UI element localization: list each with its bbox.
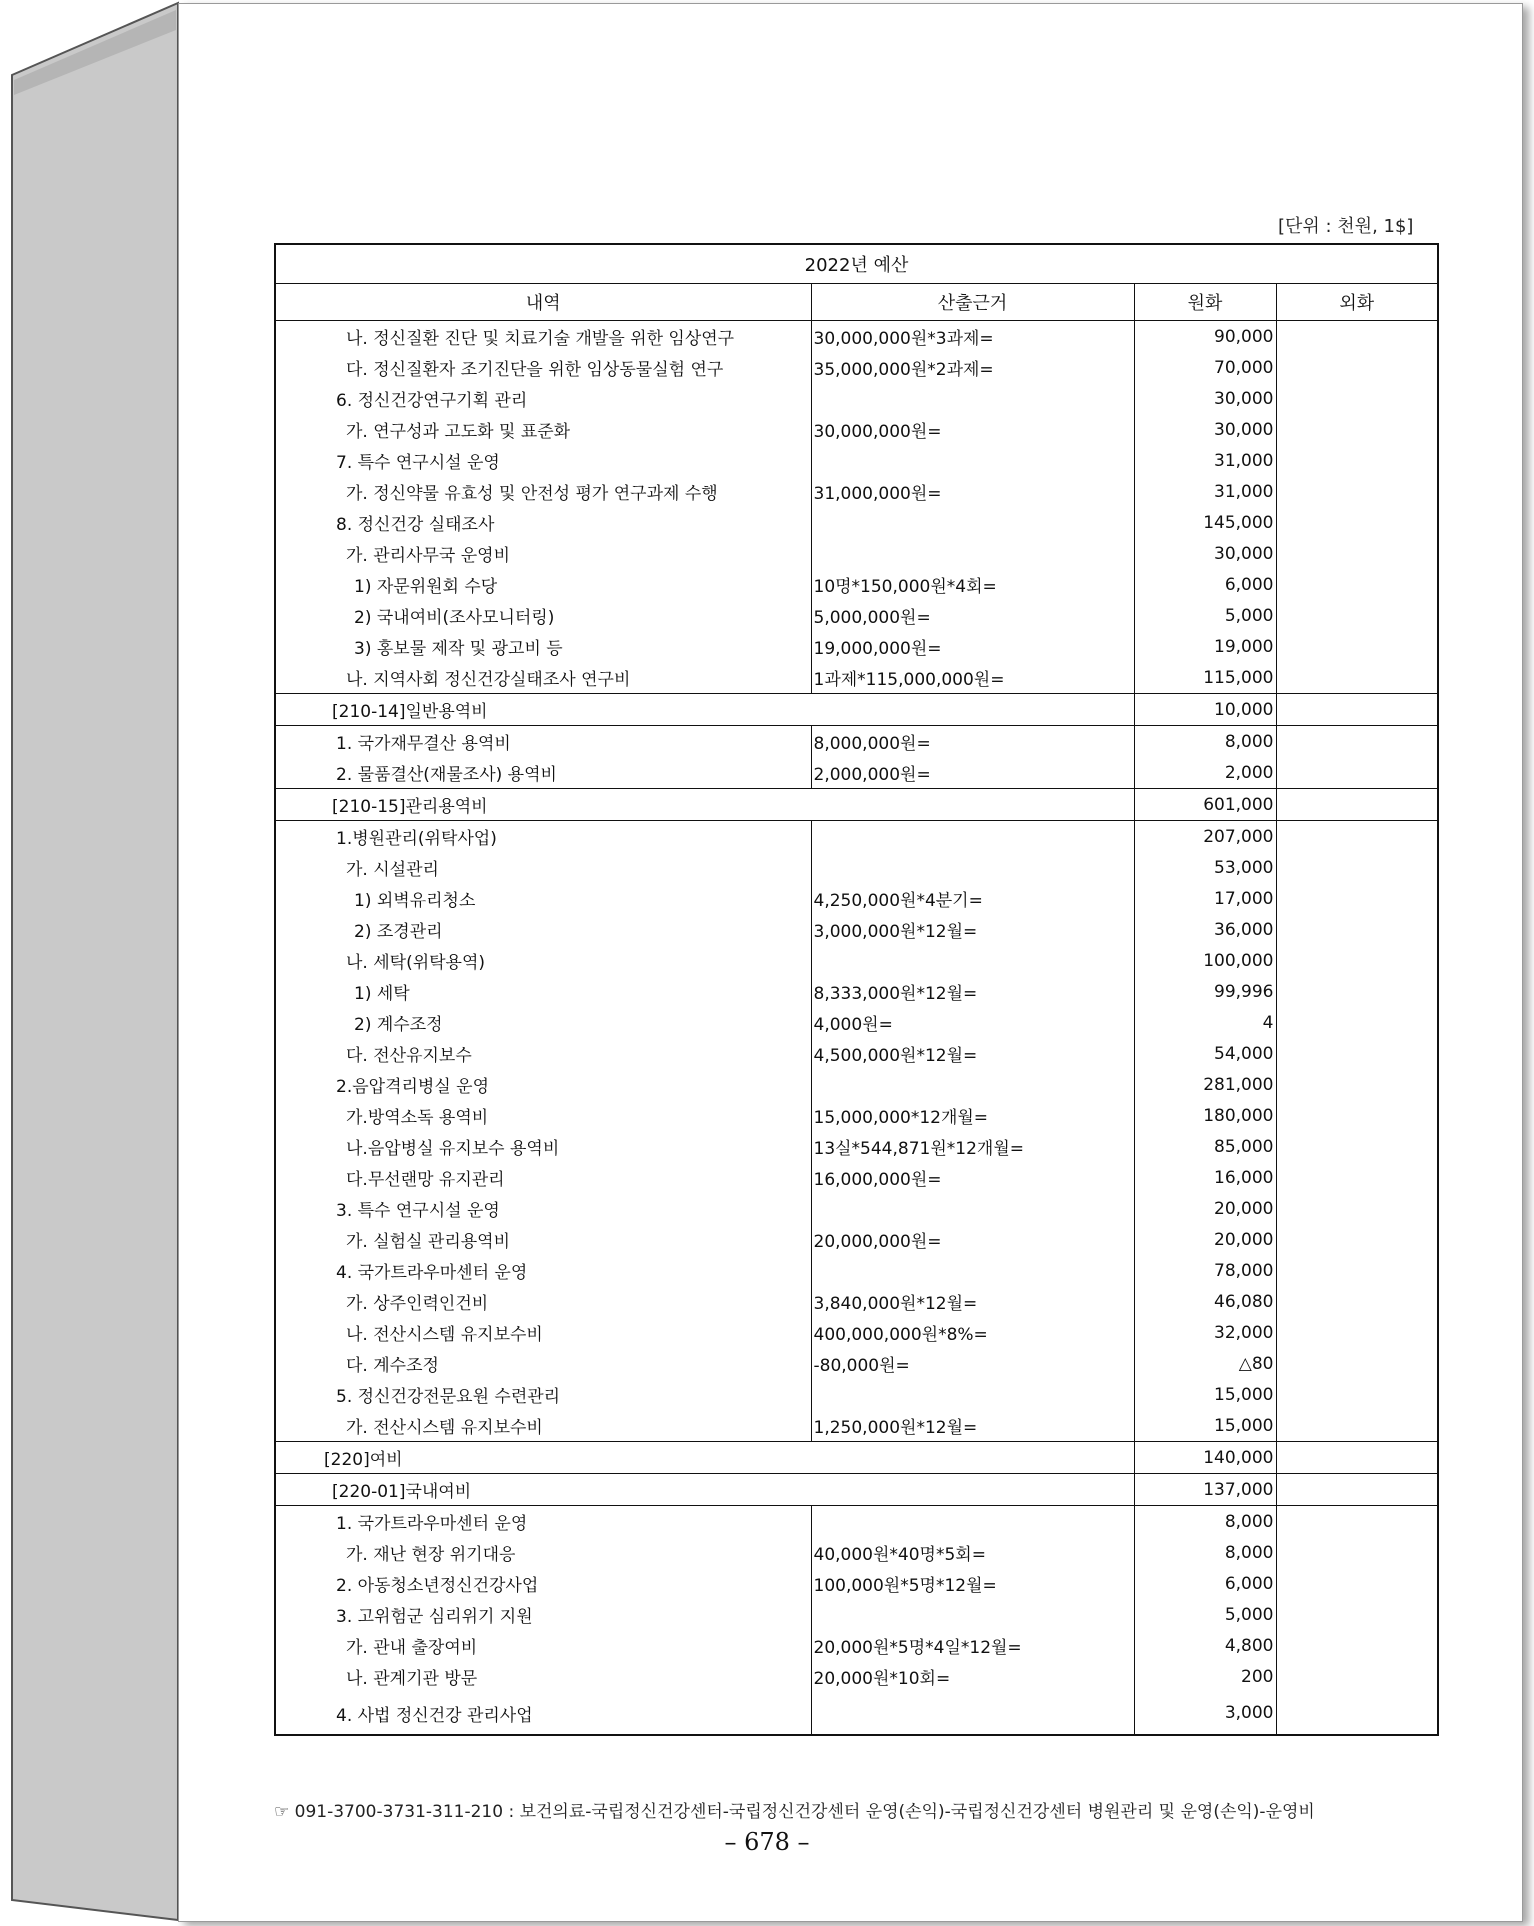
krw-cell: 207,000 — [1134, 821, 1276, 853]
item-cell: 6. 정신건강연구기획 관리 — [336, 391, 528, 411]
fx-cell — [1276, 569, 1438, 600]
table-row — [275, 945, 1438, 976]
table-row — [275, 1537, 1438, 1568]
basis-cell — [811, 507, 1134, 538]
table-row — [275, 445, 1438, 476]
fx-cell — [1276, 1131, 1438, 1162]
table-row — [275, 476, 1438, 507]
table-row — [275, 321, 1438, 353]
item-cell: 1) 외벽유리청소 — [354, 891, 476, 911]
basis-cell: -80,000원= — [811, 1348, 1134, 1379]
basis-cell: 1,250,000원*12월= — [811, 1410, 1134, 1442]
krw-cell: 6,000 — [1134, 569, 1276, 600]
krw-cell: 53,000 — [1134, 852, 1276, 883]
table-row — [275, 1661, 1438, 1692]
table-row — [275, 1506, 1438, 1538]
fx-cell — [1276, 1069, 1438, 1100]
fx-cell — [1276, 1255, 1438, 1286]
item-cell: [210-14]일반용역비 — [275, 694, 1134, 726]
table-row — [275, 821, 1438, 853]
basis-cell: 100,000원*5명*12월= — [811, 1568, 1134, 1599]
krw-cell: 31,000 — [1134, 445, 1276, 476]
basis-cell — [811, 1255, 1134, 1286]
table-row — [275, 662, 1438, 694]
krw-cell: 180,000 — [1134, 1100, 1276, 1131]
fx-cell — [1276, 694, 1438, 726]
krw-cell: 115,000 — [1134, 662, 1276, 694]
budget-table — [274, 243, 1439, 1736]
krw-cell: 99,996 — [1134, 976, 1276, 1007]
basis-cell: 8,333,000원*12월= — [811, 976, 1134, 1007]
basis-cell: 2,000,000원= — [811, 757, 1134, 789]
table-row — [275, 1442, 1438, 1474]
item-cell: 나. 관계기관 방문 — [346, 1669, 478, 1689]
item-cell: 다. 계수조정 — [346, 1356, 439, 1376]
basis-cell: 13실*544,871원*12개월= — [811, 1131, 1134, 1162]
item-cell: 나. 지역사회 정신건강실태조사 연구비 — [346, 670, 631, 690]
table-row — [275, 1317, 1438, 1348]
item-cell: 3. 특수 연구시설 운영 — [336, 1201, 500, 1221]
basis-cell: 30,000,000원= — [811, 414, 1134, 445]
item-cell: 가. 정신약물 유효성 및 안전성 평가 연구과제 수행 — [346, 484, 718, 504]
basis-cell: 20,000,000원= — [811, 1224, 1134, 1255]
item-cell: 1) 자문위원회 수당 — [354, 577, 498, 597]
table-row — [275, 976, 1438, 1007]
krw-cell: 8,000 — [1134, 726, 1276, 758]
table-row — [275, 726, 1438, 758]
fx-cell — [1276, 1224, 1438, 1255]
fx-cell — [1276, 914, 1438, 945]
item-cell: 나. 전산시스템 유지보수비 — [346, 1325, 543, 1345]
krw-cell: 70,000 — [1134, 352, 1276, 383]
krw-cell: 137,000 — [1134, 1474, 1276, 1506]
item-cell: 2) 조경관리 — [354, 922, 443, 942]
fx-cell — [1276, 1630, 1438, 1661]
page-number: – 678 – — [724, 1828, 810, 1856]
fx-cell — [1276, 538, 1438, 569]
basis-cell — [811, 1069, 1134, 1100]
table-row — [275, 1599, 1438, 1630]
item-cell: 3. 고위험군 심리위기 지원 — [336, 1607, 533, 1627]
fx-cell — [1276, 1007, 1438, 1038]
item-cell: 3) 홍보물 제작 및 광고비 등 — [354, 639, 563, 659]
item-cell: 1. 국가트라우마센터 운영 — [275, 1506, 811, 1538]
fx-cell — [1276, 821, 1438, 853]
basis-cell — [811, 1692, 1134, 1735]
basis-cell — [811, 1193, 1134, 1224]
basis-cell: 8,000,000원= — [811, 726, 1134, 758]
table-row — [275, 694, 1438, 726]
fx-cell — [1276, 1410, 1438, 1442]
table-row — [275, 507, 1438, 538]
basis-cell: 4,000원= — [811, 1007, 1134, 1038]
table-row — [275, 883, 1438, 914]
item-cell: 나.음압병실 유지보수 용역비 — [346, 1139, 560, 1159]
item-cell: 2.음압격리병실 운영 — [336, 1077, 489, 1097]
fx-cell — [1276, 1317, 1438, 1348]
table-row — [275, 757, 1438, 789]
krw-cell: 5,000 — [1134, 600, 1276, 631]
krw-cell: 15,000 — [1134, 1379, 1276, 1410]
basis-cell: 20,000원*10회= — [811, 1661, 1134, 1692]
krw-cell: 200 — [1134, 1661, 1276, 1692]
krw-cell: 32,000 — [1134, 1317, 1276, 1348]
table-row — [275, 1379, 1438, 1410]
table-row — [275, 352, 1438, 383]
item-cell: 다.무선랜망 유지관리 — [346, 1170, 505, 1190]
item-cell: 다. 정신질환자 조기진단을 위한 임상동물실험 연구 — [346, 360, 724, 380]
krw-cell: 30,000 — [1134, 538, 1276, 569]
fx-cell — [1276, 852, 1438, 883]
table-row — [275, 1100, 1438, 1131]
item-cell: 가. 관리사무국 운영비 — [346, 546, 511, 566]
basis-cell: 3,000,000원*12월= — [811, 914, 1134, 945]
krw-cell: 85,000 — [1134, 1131, 1276, 1162]
table-caption: 2022년 예산 — [804, 255, 909, 276]
table-row — [275, 852, 1438, 883]
basis-cell: 20,000원*5명*4일*12월= — [811, 1630, 1134, 1661]
item-cell: 가.방역소독 용역비 — [346, 1108, 489, 1128]
krw-cell: 90,000 — [1134, 321, 1276, 353]
krw-cell: 17,000 — [1134, 883, 1276, 914]
table-row — [275, 1224, 1438, 1255]
krw-cell: 10,000 — [1134, 694, 1276, 726]
item-cell: 나. 정신질환 진단 및 치료기술 개발을 위한 임상연구 — [275, 321, 811, 353]
basis-cell: 40,000원*40명*5회= — [811, 1537, 1134, 1568]
table-row — [275, 789, 1438, 821]
fx-cell — [1276, 945, 1438, 976]
fx-cell — [1276, 1379, 1438, 1410]
fx-cell — [1276, 1442, 1438, 1474]
basis-cell: 5,000,000원= — [811, 600, 1134, 631]
krw-cell: 30,000 — [1134, 414, 1276, 445]
item-cell: 1. 국가재무결산 용역비 — [275, 726, 811, 758]
krw-cell: 2,000 — [1134, 757, 1276, 789]
table-row — [275, 1069, 1438, 1100]
item-cell: 2. 아동청소년정신건강사업 — [336, 1576, 539, 1596]
basis-cell — [811, 821, 1134, 853]
header-item: 내역 — [275, 284, 811, 321]
item-cell: 다. 전산유지보수 — [346, 1046, 472, 1066]
krw-cell: 4 — [1134, 1007, 1276, 1038]
basis-cell — [811, 538, 1134, 569]
table-row — [275, 1162, 1438, 1193]
fx-cell — [1276, 1286, 1438, 1317]
item-cell: 7. 특수 연구시설 운영 — [336, 453, 500, 473]
account-code-footnote: ☞ 091-3700-3731-311-210 : 보건의료-국립정신건강센터-국립정신건강센터 운영(손익)-국립정신건강센터 병원관리 및 운영(손익)-운영비 — [274, 1802, 1315, 1822]
item-cell: 1) 세탁 — [354, 984, 410, 1004]
fx-cell — [1276, 976, 1438, 1007]
basis-cell — [811, 1506, 1134, 1538]
basis-cell: 10명*150,000원*4회= — [811, 569, 1134, 600]
item-cell: 1.병원관리(위탁사업) — [275, 821, 811, 853]
fx-cell — [1276, 414, 1438, 445]
basis-cell: 30,000,000원*3과제= — [811, 321, 1134, 353]
fx-cell — [1276, 476, 1438, 507]
krw-cell: 20,000 — [1134, 1193, 1276, 1224]
item-cell: 2. 물품결산(재물조사) 용역비 — [336, 765, 557, 785]
krw-cell: 145,000 — [1134, 507, 1276, 538]
krw-cell: 36,000 — [1134, 914, 1276, 945]
krw-cell: 3,000 — [1134, 1692, 1276, 1735]
fx-cell — [1276, 383, 1438, 414]
basis-cell: 3,840,000원*12월= — [811, 1286, 1134, 1317]
table-header-row — [275, 284, 1438, 321]
fx-cell — [1276, 883, 1438, 914]
basis-cell: 16,000,000원= — [811, 1162, 1134, 1193]
basis-cell — [811, 1379, 1134, 1410]
table-row — [275, 1474, 1438, 1506]
basis-cell: 400,000,000원*8%= — [811, 1317, 1134, 1348]
krw-cell: 31,000 — [1134, 476, 1276, 507]
item-cell: 2) 계수조정 — [354, 1015, 443, 1035]
krw-cell: 100,000 — [1134, 945, 1276, 976]
table-row — [275, 1038, 1438, 1069]
basis-cell: 31,000,000원= — [811, 476, 1134, 507]
fx-cell — [1276, 1193, 1438, 1224]
item-cell: 가. 관내 출장여비 — [346, 1638, 478, 1658]
item-cell: [220-01]국내여비 — [275, 1474, 1134, 1506]
basis-cell: 1과제*115,000,000원= — [811, 662, 1134, 694]
table-row — [275, 1568, 1438, 1599]
krw-cell: 30,000 — [1134, 383, 1276, 414]
item-cell: 가. 재난 현장 위기대응 — [346, 1545, 516, 1565]
fx-cell — [1276, 507, 1438, 538]
fx-cell — [1276, 600, 1438, 631]
fx-cell — [1276, 1100, 1438, 1131]
item-cell: 가. 상주인력인건비 — [346, 1294, 489, 1314]
fx-cell — [1276, 1506, 1438, 1538]
table-row — [275, 569, 1438, 600]
table-row — [275, 1692, 1438, 1735]
item-cell: 2) 국내여비(조사모니터링) — [354, 608, 555, 628]
fx-cell — [1276, 662, 1438, 694]
krw-cell: 281,000 — [1134, 1069, 1276, 1100]
item-cell: 8. 정신건강 실태조사 — [336, 515, 495, 535]
item-cell: [220]여비 — [275, 1442, 1134, 1474]
table-row — [275, 1131, 1438, 1162]
krw-cell: △80 — [1134, 1348, 1276, 1379]
basis-cell — [811, 1599, 1134, 1630]
krw-cell: 78,000 — [1134, 1255, 1276, 1286]
item-cell: 나. 세탁(위탁용역) — [346, 953, 486, 973]
table-row — [275, 600, 1438, 631]
table-row — [275, 383, 1438, 414]
fx-cell — [1276, 1348, 1438, 1379]
item-cell: 4. 국가트라우마센터 운영 — [336, 1263, 528, 1283]
basis-cell: 4,500,000원*12월= — [811, 1038, 1134, 1069]
fx-cell — [1276, 352, 1438, 383]
krw-cell: 8,000 — [1134, 1506, 1276, 1538]
krw-cell: 140,000 — [1134, 1442, 1276, 1474]
item-cell: 가. 시설관리 — [346, 860, 439, 880]
krw-cell: 19,000 — [1134, 631, 1276, 662]
krw-cell: 20,000 — [1134, 1224, 1276, 1255]
table-row — [275, 631, 1438, 662]
basis-cell: 19,000,000원= — [811, 631, 1134, 662]
table-row — [275, 1630, 1438, 1661]
krw-cell: 16,000 — [1134, 1162, 1276, 1193]
fx-cell — [1276, 726, 1438, 758]
header-basis: 산출근거 — [811, 284, 1134, 321]
item-cell: 4. 사법 정신건강 관리사업 — [336, 1705, 533, 1726]
fx-cell — [1276, 1162, 1438, 1193]
krw-cell: 54,000 — [1134, 1038, 1276, 1069]
table-row — [275, 1193, 1438, 1224]
table-row — [275, 1348, 1438, 1379]
basis-cell — [811, 945, 1134, 976]
unit-note: [단위 : 천원, 1$] — [1278, 216, 1414, 237]
table-row — [275, 1007, 1438, 1038]
krw-cell: 8,000 — [1134, 1537, 1276, 1568]
basis-cell — [811, 852, 1134, 883]
table-row — [275, 1286, 1438, 1317]
table-row — [275, 1410, 1438, 1442]
fx-cell — [1276, 1692, 1438, 1735]
item-cell: [210-15]관리용역비 — [275, 789, 1134, 821]
fx-cell — [1276, 631, 1438, 662]
header-krw: 원화 — [1134, 284, 1276, 321]
fx-cell — [1276, 789, 1438, 821]
basis-cell — [811, 445, 1134, 476]
fx-cell — [1276, 1474, 1438, 1506]
table-caption-row — [275, 244, 1438, 284]
table-row — [275, 414, 1438, 445]
fx-cell — [1276, 1661, 1438, 1692]
item-cell: 5. 정신건강전문요원 수련관리 — [336, 1387, 561, 1407]
fx-cell — [1276, 1568, 1438, 1599]
fx-cell — [1276, 1537, 1438, 1568]
item-cell: 가. 전산시스템 유지보수비 — [346, 1418, 543, 1438]
basis-cell: 15,000,000*12개월= — [811, 1100, 1134, 1131]
table-row — [275, 914, 1438, 945]
fx-cell — [1276, 757, 1438, 789]
header-fx: 외화 — [1276, 284, 1438, 321]
item-cell: 가. 실험실 관리용역비 — [346, 1232, 511, 1252]
fx-cell — [1276, 1599, 1438, 1630]
krw-cell: 4,800 — [1134, 1630, 1276, 1661]
fx-cell — [1276, 321, 1438, 353]
fx-cell — [1276, 445, 1438, 476]
table-row — [275, 1255, 1438, 1286]
item-cell: 가. 연구성과 고도화 및 표준화 — [346, 422, 571, 442]
krw-cell: 15,000 — [1134, 1410, 1276, 1442]
krw-cell: 5,000 — [1134, 1599, 1276, 1630]
basis-cell — [811, 383, 1134, 414]
basis-cell: 35,000,000원*2과제= — [811, 352, 1134, 383]
krw-cell: 601,000 — [1134, 789, 1276, 821]
fx-cell — [1276, 1038, 1438, 1069]
krw-cell: 6,000 — [1134, 1568, 1276, 1599]
table-row — [275, 538, 1438, 569]
krw-cell: 46,080 — [1134, 1286, 1276, 1317]
basis-cell: 4,250,000원*4분기= — [811, 883, 1134, 914]
